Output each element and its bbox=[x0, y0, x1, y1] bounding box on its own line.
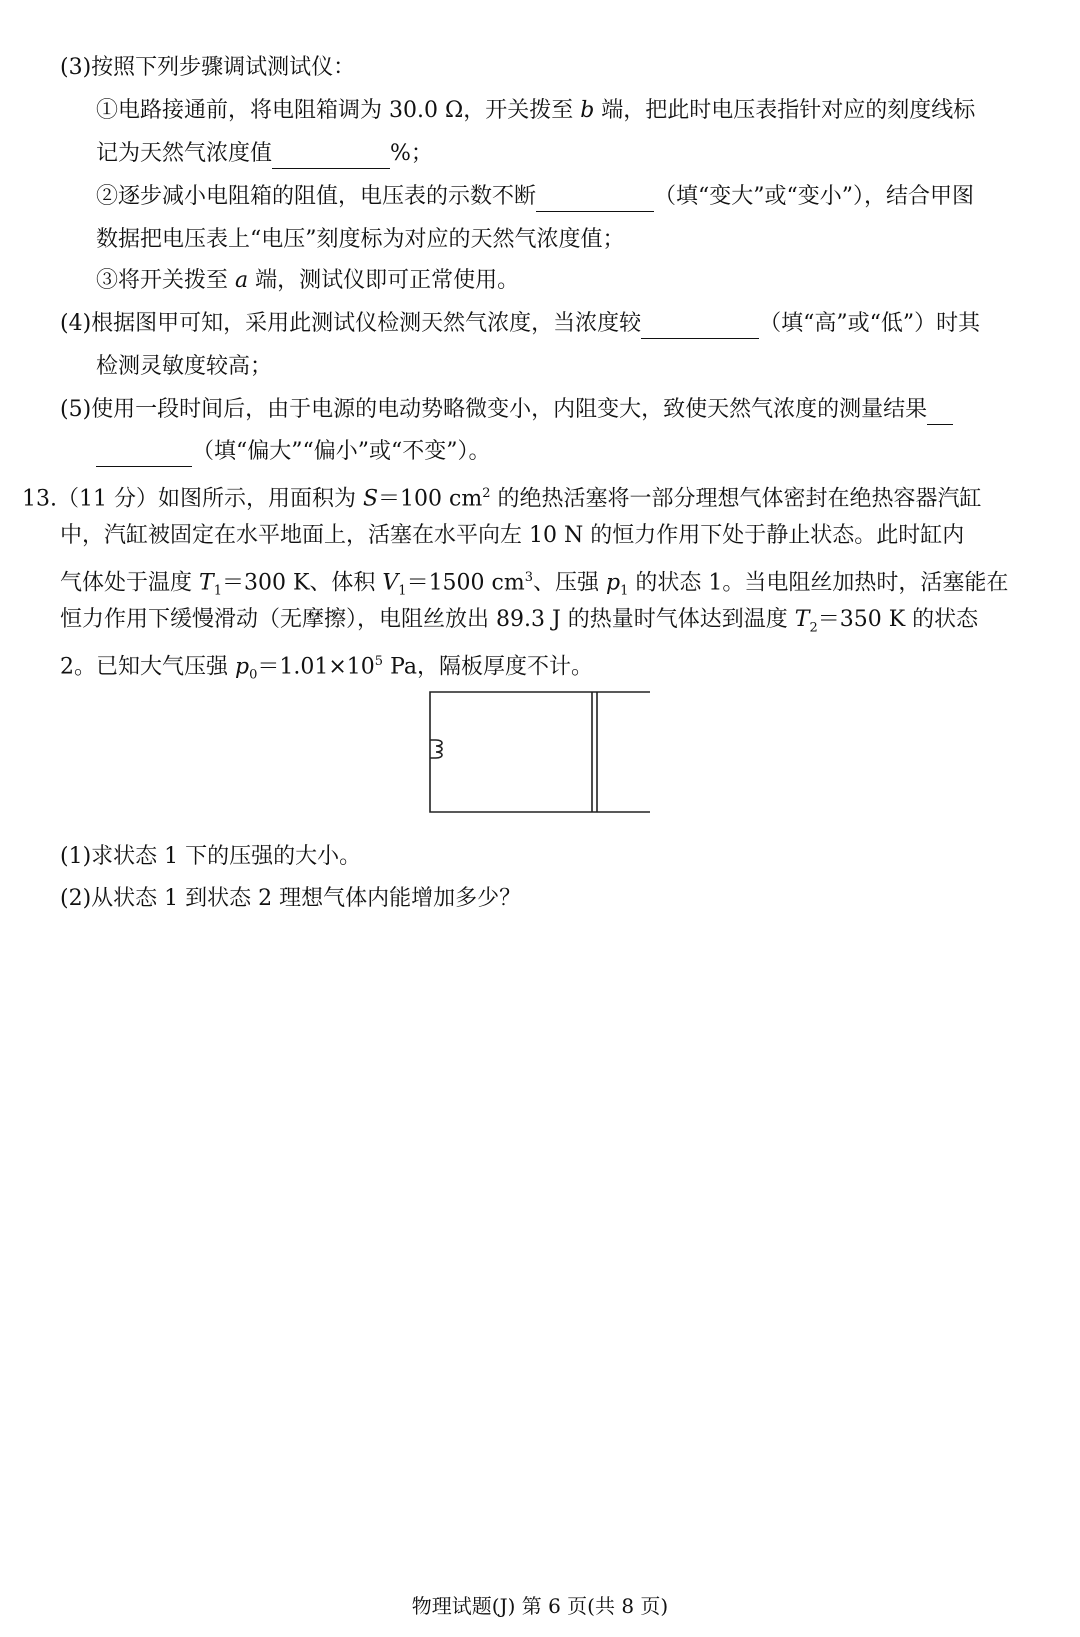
q12-step3: ③将开关拨至 a 端，测试仪即可正常使用。 bbox=[96, 268, 520, 293]
answer-blank[interactable] bbox=[641, 316, 759, 339]
answer-blank[interactable] bbox=[927, 402, 953, 425]
cylinder-wall bbox=[430, 692, 650, 812]
q13-line3: 气体处于温度 $T_1=300$ K、体积 $V_1=1500$ $cm^3$、压强 $p_1$ 的状态 1。当电阻丝加热时，活塞能在 bbox=[60, 570, 1009, 599]
q12-step2-line2: 数据把电压表上“电压”刻度标为对应的天然气浓度值； bbox=[96, 227, 625, 252]
answer-blank[interactable] bbox=[96, 444, 192, 467]
heating-wire-icon bbox=[430, 740, 442, 758]
q13-line4: 恒力作用下缓慢滑动（无摩擦），电阻丝放出 89.3 J 的热量时气体达到温度 $T_2=350$ K 的状态 bbox=[60, 607, 979, 636]
cylinder-piston-figure bbox=[428, 690, 652, 816]
answer-blank[interactable] bbox=[272, 146, 390, 169]
answer-blank[interactable] bbox=[536, 189, 654, 212]
q12-step2-line1: ②逐步减小电阻箱的阻值，电压表的示数不断 （填“变大”或“变小”），结合甲图 bbox=[96, 182, 974, 212]
q13-line2: 中，汽缸被固定在水平地面上，活塞在水平向左 10 N 的恒力作用下处于静止状态。此时缸内 bbox=[60, 523, 965, 548]
q12-part3-heading: (3)按照下列步骤调试测试仪： bbox=[60, 55, 356, 80]
q13-line5: 2。已知大气压强 $p_0=1.01\times 10^5$ Pa，隔板厚度不计。 bbox=[60, 654, 594, 683]
q12-part4-line1: (4)根据图甲可知，采用此测试仪检测天然气浓度，当浓度较 （填“高”或“低”）时其 bbox=[60, 309, 980, 339]
q12-part5-line2: （填“偏大”“偏小”或“不变”）。 bbox=[96, 437, 490, 467]
page-footer: 物理试题(J) 第 6 页(共 8 页) bbox=[411, 1594, 669, 1618]
q13-subquestion-2: (2)从状态 1 到状态 2 理想气体内能增加多少？ bbox=[60, 886, 522, 911]
q13-subquestion-1: (1)求状态 1 下的压强的大小。 bbox=[60, 844, 362, 869]
q12-part5-line1: (5)使用一段时间后，由于电源的电动势略微变小，内阻变大，致使天然气浓度的测量结果 bbox=[60, 395, 953, 425]
q12-part4-line2: 检测灵敏度较高； bbox=[96, 354, 273, 379]
q12-step1-line2: 记为天然气浓度值 %； bbox=[96, 139, 433, 169]
q13-line1: 13.（11 分）如图所示，用面积为 S＝100 $cm^2$ 的绝热活塞将一部分理想气体密封在绝热容器汽缸 bbox=[22, 486, 982, 512]
q12-step1-line1: ①电路接通前，将电阻箱调为 30.0 Ω，开关拨至 b 端，把此时电压表指针对应的刻度线标 bbox=[96, 98, 976, 123]
